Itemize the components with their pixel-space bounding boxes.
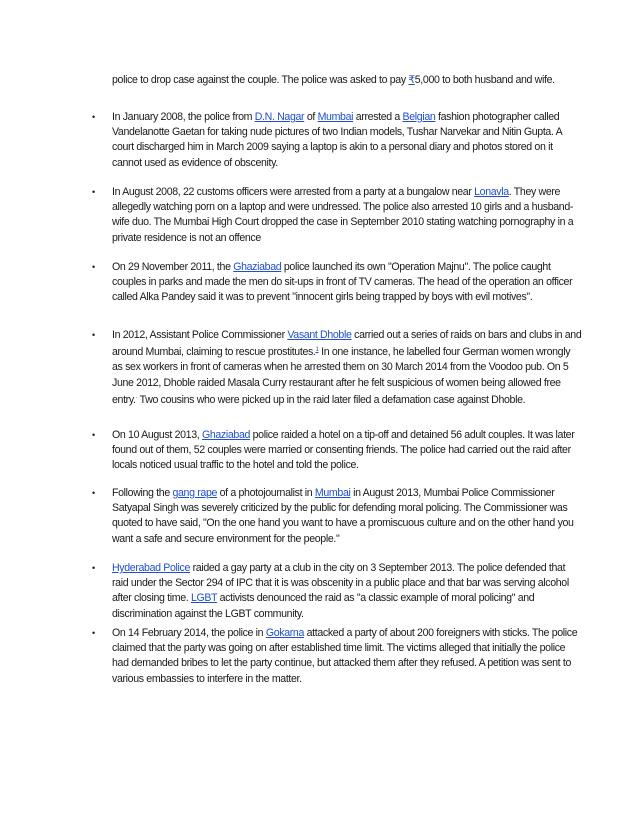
link-hyderabad-police[interactable]: Hyderabad Police bbox=[112, 562, 191, 574]
bullet-marker: • bbox=[92, 488, 95, 498]
link-dn-nagar[interactable]: D.N. Nagar bbox=[254, 111, 305, 123]
list-item-text: In August 2008, 22 customs officers were arrested from a party at a bungalow near Lonavla. They were allegedly watching porn on a laptop and were undressed. The police also arrested 10 girls and a husband-wife duo. The Mumbai High Court dropped the case in September 2010 stating watching pornography in a private residence is not an offence bbox=[112, 186, 574, 244]
link-ghaziabad[interactable]: Ghaziabad bbox=[201, 429, 251, 441]
list-item-text: Hyderabad Police raided a gay party at a club in the city on 3 September 2013. The police defended that raid under the Sector 294 of IPC that it is was obscenity in a public place and that bar was serving alcohol after closing time. LGBT activists denounced the raid as "a classic example of moral policing" and discrimination against the LGBT community. bbox=[112, 562, 569, 620]
link-mumbai[interactable]: Mumbai bbox=[314, 487, 351, 499]
list-item-text: In 2012, Assistant Police Commissioner Vasant Dhoble carried out a series of raids on bars and clubs in and around Mumbai, claiming to rescue prostitutes.$^1$ In one instance, he labelled four German women wrongly as sex workers in front of cameras when he arrested them on 30 March 2014 from the Voodoo pub. On 5 June 2012, Dhoble raided Masala Curry restaurant after he felt suspicious of women being allowed free entry.· Two cousins who were picked up in the raid later filed a defamation case against Dhoble. bbox=[112, 329, 582, 406]
citation-superscript[interactable]: 1 bbox=[315, 347, 319, 354]
list-item-text: On 10 August 2013, Ghaziabad police raided a hotel on a tip-off and detained 56 adult couples. It was later found out of them, 52 couples were married or consenting friends. The police had carried out the raid after locals noticed usual traffic to the hotel and told the police. bbox=[112, 429, 575, 472]
link-lgbt[interactable]: LGBT bbox=[190, 592, 218, 605]
list-item bbox=[92, 428, 582, 474]
link-mumbai[interactable]: Mumbai bbox=[317, 111, 354, 123]
bullet-marker: • bbox=[92, 262, 95, 272]
link-ghaziabad[interactable]: Ghaziabad bbox=[233, 261, 282, 273]
link-gang-rape[interactable]: gang rape bbox=[172, 487, 218, 499]
list-item-text: In January 2008, the police from D.N. Nagar of Mumbai arrested a Belgian fashion photographer called Vandelanotte Gaetan for taking nude pictures of two Indian models, Tushar Narvekar and Nitin Gupta. A court discharged him in March 2009 saying a laptop is akin to a personal diary and photos stored on it cannot used as evidence of obscenity. bbox=[112, 111, 562, 169]
link-belgian[interactable]: Belgian bbox=[402, 111, 436, 123]
bullet-marker: • bbox=[92, 628, 95, 638]
list-item bbox=[92, 110, 582, 171]
bullet-marker: • bbox=[92, 563, 95, 573]
list-item bbox=[92, 561, 582, 622]
list-item bbox=[92, 626, 582, 687]
list-item-text: On 29 November 2011, the Ghaziabad police launched its own "Operation Majnu". The police caught couples in parks and made the men do sit-ups in front of TV cameras. The head of the operation an officer called Alka Pandey said it was to prevent "innocent girls being trapped by boys with evil motives". bbox=[112, 261, 573, 304]
list-item bbox=[92, 328, 582, 408]
link-lonavla[interactable]: Lonavla bbox=[474, 186, 509, 198]
list-item bbox=[92, 486, 582, 547]
link-vasant-dhoble[interactable]: Vasant Dhoble bbox=[287, 329, 352, 341]
continuation-paragraph bbox=[112, 73, 582, 88]
bullet-marker: • bbox=[92, 112, 95, 122]
rupee-link[interactable]: ₹ bbox=[408, 74, 415, 86]
list-item bbox=[92, 185, 582, 246]
bullet-marker: • bbox=[92, 330, 95, 340]
link-gokarna[interactable]: Gokarna bbox=[265, 627, 305, 639]
bullet-marker: • bbox=[92, 430, 95, 440]
list-item-text: Following the gang rape of a photojournalist in Mumbai in August 2013, Mumbai Police Commissioner Satyapal Singh was severely criticized by the public for defending moral policing. The Commissioner was quoted to have said, "On the one hand you want to have a promiscuous culture and on the other hand you want a safe and secure environment for the people." bbox=[112, 487, 574, 545]
list-item bbox=[92, 260, 582, 306]
bullet-marker: • bbox=[92, 187, 95, 197]
continuation-text: 5,000 to both husband and wife. bbox=[414, 74, 555, 86]
citation-superscript: · bbox=[135, 394, 138, 401]
continuation-text: police to drop case against the couple. The police was asked to pay bbox=[112, 74, 409, 86]
list-item-text: On 14 February 2014, the police in Gokarna attacked a party of about 200 foreigners with sticks. The police claimed that the party was going on after established time limit. The victims alleged that initially the police had demanded bribes to let the party continue, but attacked them after they refused. A petition was sent to various embassies to interfere in the matter. bbox=[112, 627, 578, 685]
